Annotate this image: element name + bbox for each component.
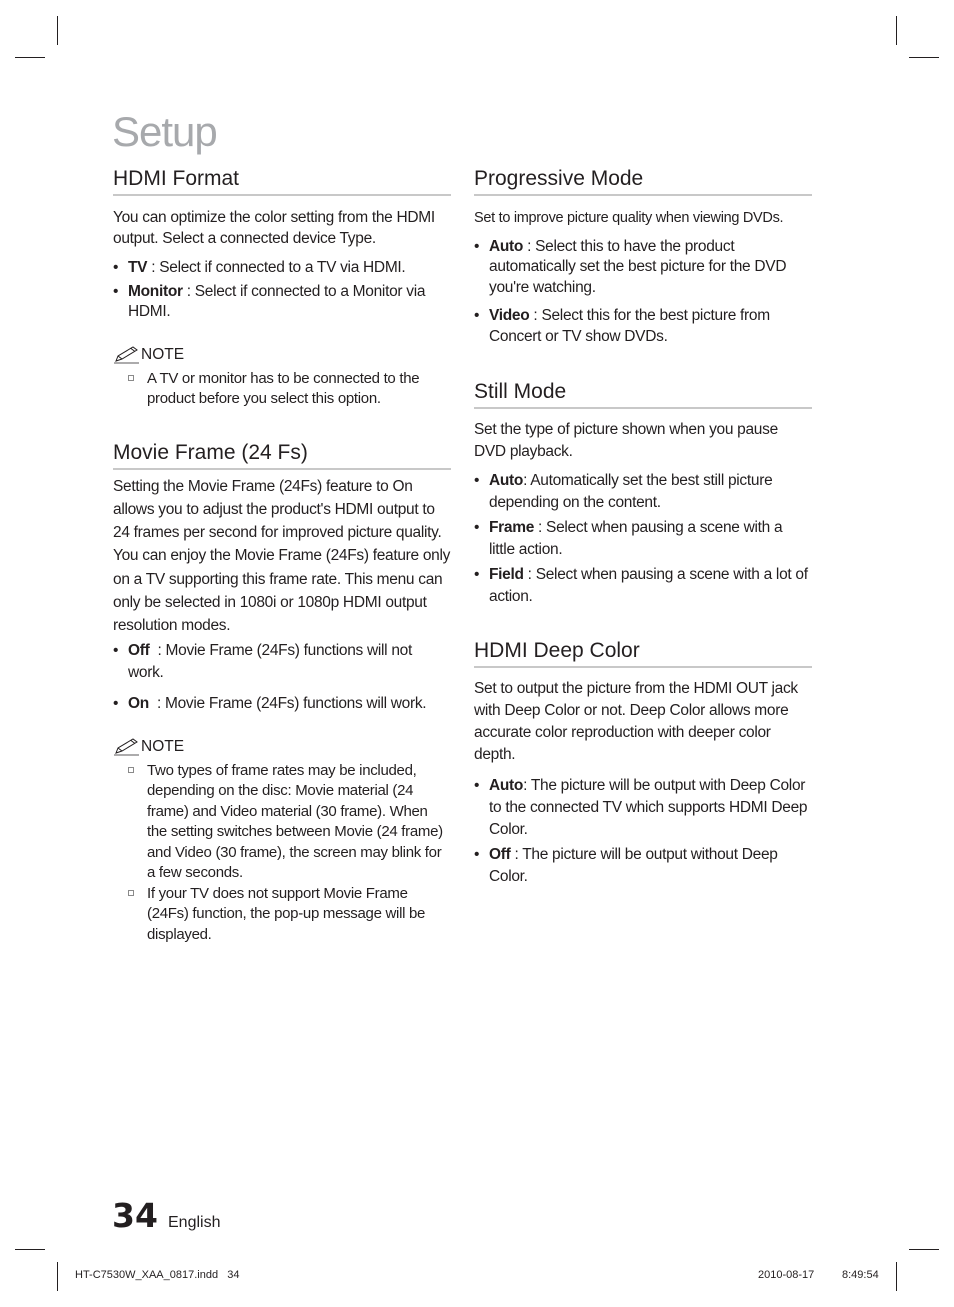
note-item [128,884,451,946]
list-item [474,775,812,841]
option-term: On [128,694,149,712]
footer-date: 2010-08-17 [758,1269,815,1281]
bullet-icon: • [474,566,480,583]
left-column [113,166,451,945]
option-term: Auto [489,777,524,794]
list-item [474,517,812,561]
section-heading: HDMI Format [113,166,451,196]
bullet-icon: • [474,307,480,324]
section-heading: Movie Frame (24 Fs) [113,440,451,470]
note-item [128,761,451,884]
bullet-icon: • [474,472,480,489]
list-item [113,693,451,715]
page-language: English [168,1214,221,1231]
note-label: NOTE [141,737,185,755]
crop-mark [15,57,45,58]
list-item [113,640,451,684]
option-term: Video [489,307,530,324]
crop-mark [909,1249,939,1250]
section-intro: Setting the Movie Frame (24Fs) feature to On allows you to adjust the product's HDMI output to 24 frames per second for improved picture quality. You can enjoy the Movie Frame (24Fs) feature only on a TV supporting this frame rate. This menu can only be selected in 1080i or 1080p HDMI output resolution modes. [113,477,451,635]
option-term: Off [128,641,150,659]
list-item [113,282,451,323]
crop-mark [15,1249,45,1250]
hdmi-deep-color-section [474,638,812,888]
option-term: Auto [489,237,524,255]
crop-mark [909,57,939,58]
option-term: Auto [489,472,524,489]
list-item [474,564,812,608]
bullet-icon: • [474,777,480,794]
option-list [474,775,812,888]
section-intro: Set to output the picture from the HDMI OUT jack with Deep Color or not. Deep Color allows more accurate color reproduction with deeper color depth. [474,680,798,763]
section-heading: Still Mode [474,379,812,409]
square-bullet-icon [128,890,134,896]
pencil-icon [113,738,141,756]
note-list [113,369,451,410]
note-item [128,369,451,410]
square-bullet-icon [128,767,134,773]
option-term: TV [128,259,148,276]
option-text: : Automatically set the best still picture depending on the content. [489,472,773,511]
still-mode-section [474,379,812,608]
option-text: : Movie Frame (24Fs) functions will work. [148,694,427,712]
page-title: Setup [112,108,217,155]
option-text: : Select if connected to a Monitor via HDMI. [128,282,426,320]
list-item [113,258,451,279]
section-heading: Progressive Mode [474,166,812,196]
note-heading [113,737,451,757]
note-heading [113,345,451,365]
bullet-icon: • [113,282,119,300]
option-list [113,258,451,323]
option-text: : Select when pausing a scene with a lot of action. [489,566,808,605]
option-term: Off [489,846,511,863]
list-item [474,237,812,299]
crop-mark [57,16,58,45]
section-intro: Set to improve picture quality when viewing DVDs. [474,210,784,226]
crop-mark [896,1262,897,1291]
page-number: 34 [112,1196,158,1235]
section-heading: HDMI Deep Color [474,638,812,668]
bullet-icon: • [474,846,480,863]
option-term: Frame [489,519,535,536]
footer-time: 8:49:54 [842,1269,879,1281]
bullet-icon: • [474,519,480,536]
option-text: : Select when pausing a scene with a little action. [489,519,783,558]
option-list [474,237,812,348]
note-text: A TV or monitor has to be connected to the product before you select this option. [147,369,420,407]
bullet-icon: • [113,641,119,659]
hdmi-format-section [113,166,451,410]
option-term: Field [489,566,524,583]
section-intro: You can optimize the color setting from the HDMI output. Select a connected device Type. [113,209,435,247]
note-list [113,761,451,946]
movie-frame-section [113,440,451,946]
bullet-icon: • [113,259,119,276]
progressive-mode-section [474,166,812,347]
option-text: : The picture will be output without Deep Color. [489,846,778,885]
note-text: Two types of frame rates may be included, depending on the disc: Movie material (24 frame) and Video material (30 frame). When the setting switches between Movie (24 frame) and Video (30 frame), the screen may blink for a few seconds. [147,761,443,882]
option-list [113,640,451,715]
right-column [474,166,812,888]
note-label: NOTE [141,345,185,363]
crop-mark [57,1262,58,1291]
option-term: Monitor [128,282,183,300]
option-text: : The picture will be output with Deep Color to the connected TV which supports HDMI Deep Color. [489,777,808,838]
note-text: If your TV does not support Movie Frame (24Fs) function, the pop-up message will be displayed. [147,884,426,943]
bullet-icon: • [113,694,119,712]
option-text: : Select if connected to a TV via HDMI. [147,259,406,276]
pencil-icon [113,346,141,364]
list-item [474,470,812,514]
footer-filename: HT-C7530W_XAA_0817.indd 34 [75,1269,240,1281]
bullet-icon: • [474,237,480,255]
crop-mark [896,16,897,45]
option-text: : Select this to have the product automatically set the best picture for the DVD you're watching. [489,237,787,296]
list-item [474,844,812,888]
section-intro: Set the type of picture shown when you pause DVD playback. [474,421,778,460]
option-text: : Movie Frame (24Fs) functions will not work. [128,641,416,681]
option-text: : Select this for the best picture from Concert or TV show DVDs. [489,307,770,345]
list-item [474,306,812,347]
square-bullet-icon [128,375,134,381]
option-list [474,470,812,608]
